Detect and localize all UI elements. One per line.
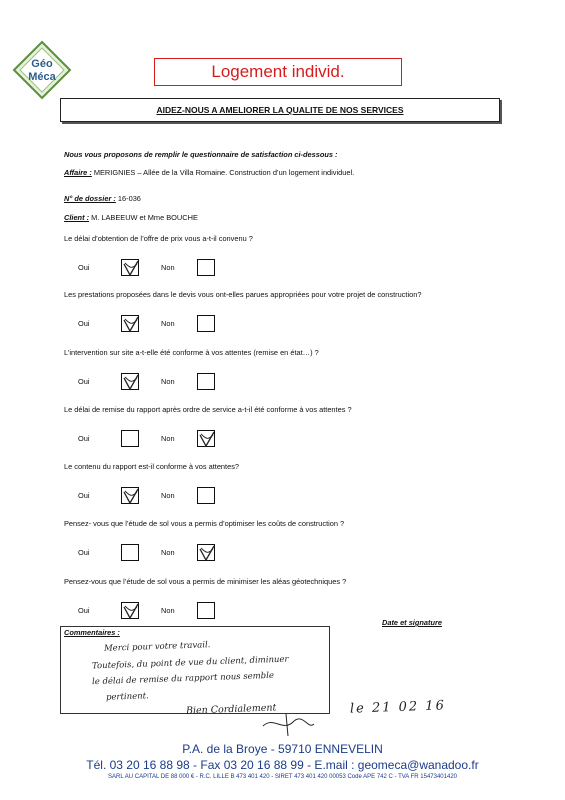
client-label: Client :: [64, 213, 90, 222]
option-label-non: Non: [161, 263, 175, 272]
handwritten-date: le 21 02 16: [349, 698, 447, 717]
question-text: Le contenu du rapport est-il conforme à vos attentes?: [64, 462, 240, 471]
option-label-non: Non: [161, 434, 175, 443]
document-title: Logement individ.: [154, 58, 402, 86]
affaire-line: [64, 168, 354, 177]
question-text: Les prestations proposées dans le devis vous ont-elles parues appropriées pour votre projet de construction?: [64, 290, 422, 299]
logo-text-meca: Méca: [28, 71, 56, 83]
company-logo: [12, 40, 72, 100]
footer-legal: SARL AU CAPITAL DE 88 000 € - R.C. LILLE B 473 401 420 - SIRET 473 401 420 00053 Code APE 742 C - TVA FR 15473401420: [108, 774, 457, 780]
survey-banner: AIDEZ-NOUS A AMELIORER LA QUALITE DE NOS SERVICES: [60, 98, 500, 122]
checkbox-non[interactable]: [197, 544, 215, 561]
option-label-non: Non: [161, 548, 175, 557]
checkbox-oui[interactable]: [121, 373, 139, 390]
dossier-label: N° de dossier :: [64, 194, 116, 203]
signature: Bien Cordialement: [185, 702, 277, 717]
checkbox-non[interactable]: [197, 373, 215, 390]
checkbox-oui[interactable]: [121, 544, 139, 561]
checkbox-non[interactable]: [197, 259, 215, 276]
option-label-oui: Oui: [78, 548, 90, 557]
checkbox-non[interactable]: [197, 430, 215, 447]
checkbox-oui[interactable]: [121, 430, 139, 447]
dossier-value: 16-036: [115, 194, 141, 203]
option-label-oui: Oui: [78, 606, 90, 615]
date-signature-label: Date et signature: [382, 618, 442, 627]
option-label-oui: Oui: [78, 377, 90, 386]
option-label-non: Non: [161, 491, 175, 500]
question-text: Pensez-vous que l’étude de sol vous a permis de minimiser les aléas géotechniques ?: [64, 577, 347, 586]
option-label-non: Non: [161, 606, 175, 615]
checkbox-oui[interactable]: [121, 259, 139, 276]
comment-line-1: Merci pour votre travail.: [103, 640, 211, 654]
checkbox-oui[interactable]: [121, 315, 139, 332]
check-mark-icon: [122, 488, 140, 505]
check-mark-icon: [122, 603, 140, 620]
option-label-oui: Oui: [78, 491, 90, 500]
checkbox-non[interactable]: [197, 487, 215, 504]
option-label-oui: Oui: [78, 263, 90, 272]
client-line: [64, 213, 198, 222]
check-mark-icon: [122, 316, 140, 333]
comment-line-3: le délai de remise du rapport nous semble: [91, 670, 275, 688]
signature-scribble: [258, 712, 318, 738]
option-label-oui: Oui: [78, 434, 90, 443]
comments-label: Commentaires :: [64, 628, 120, 637]
comment-line-2: Toutefois, du point de vue du client, diminuer: [91, 654, 289, 672]
footer-address: P.A. de la Broye - 59710 ENNEVELIN: [182, 742, 383, 756]
logo-text-geo: Géo: [31, 58, 53, 70]
comment-line-4: pertinent.: [105, 691, 149, 703]
affaire-label: Affaire :: [64, 168, 92, 177]
check-mark-icon: [122, 260, 140, 277]
affaire-value: MERIGNIES – Allée de la Villa Romaine. Construction d’un logement individuel.: [91, 168, 355, 177]
dossier-line: [64, 194, 141, 203]
checkbox-oui[interactable]: [121, 602, 139, 619]
option-label-non: Non: [161, 319, 175, 328]
check-mark-icon: [122, 374, 140, 391]
check-mark-icon: [198, 545, 216, 562]
checkbox-non[interactable]: [197, 602, 215, 619]
intro-text: Nous vous proposons de remplir le questionnaire de satisfaction ci-dessous :: [64, 150, 338, 159]
checkbox-non[interactable]: [197, 315, 215, 332]
option-label-oui: Oui: [78, 319, 90, 328]
question-text: Le délai d’obtention de l’offre de prix vous a-t-il convenu ?: [64, 234, 253, 243]
option-label-non: Non: [161, 377, 175, 386]
client-value: M. LABEEUW et Mme BOUCHE: [89, 213, 198, 222]
checkbox-oui[interactable]: [121, 487, 139, 504]
check-mark-icon: [198, 431, 216, 448]
question-text: L’intervention sur site a-t-elle été conforme à vos attentes (remise en état…) ?: [64, 348, 319, 357]
footer-contact: Tél. 03 20 16 88 98 - Fax 03 20 16 88 99 - E.mail : geomeca@wanadoo.fr: [86, 758, 479, 772]
question-text: Le délai de remise du rapport après ordre de service a-t-il été conforme à vos attentes ?: [64, 405, 352, 414]
question-text: Pensez- vous que l’étude de sol vous a permis d’optimiser les coûts de construction ?: [64, 519, 345, 528]
